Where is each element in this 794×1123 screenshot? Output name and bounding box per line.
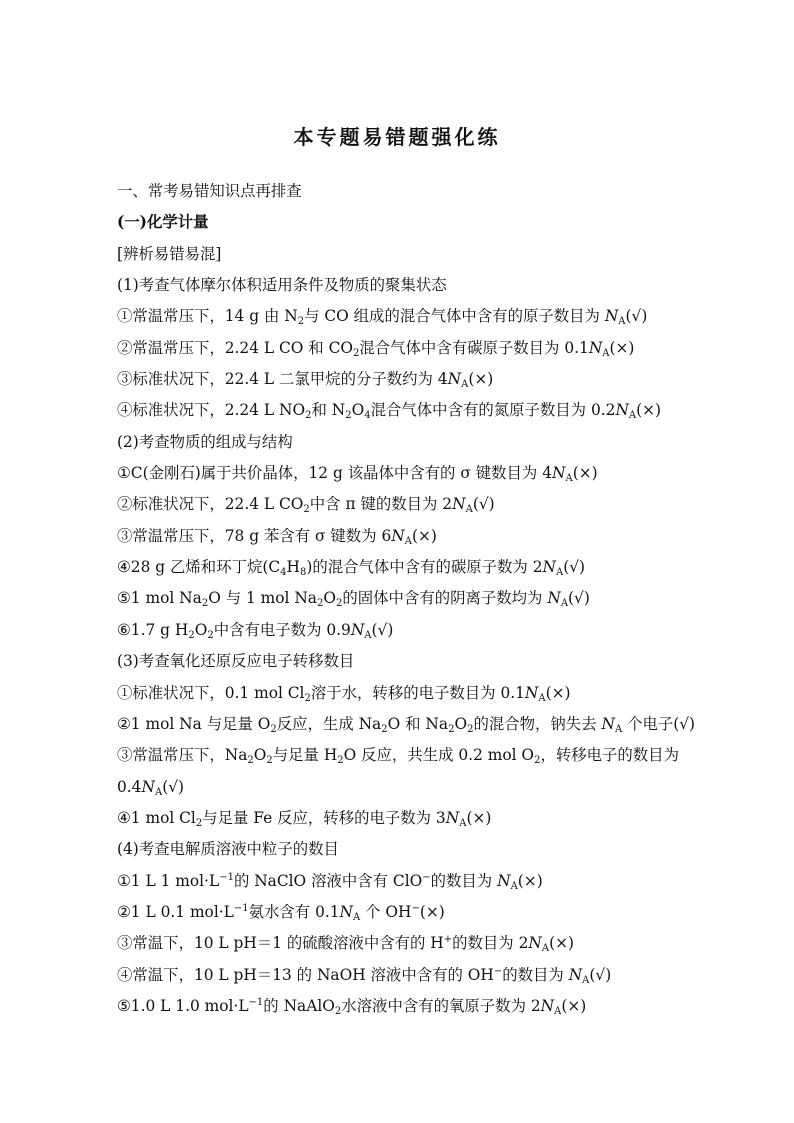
text-line: ④1 mol $Cl_2$与足量 Fe 反应，转移的电子数为 $3N_A(\times)$ — [117, 808, 492, 829]
text-line: (3)考查氧化还原反应电子转移数目 — [117, 652, 355, 671]
subsection-heading: (一)化学计量 — [117, 213, 209, 232]
text-line: ②标准状况下，22.4 L $CO_2$中含 π 键的数目为 $2N_A(√)$ — [117, 495, 495, 516]
text-line: ②1 L 0.1 $mol\cdot L^{-1}$氨水含有 $0.1N_A$ 个 OH−(×) — [117, 902, 445, 923]
text-line: ⑤1.0 L 1.0 $mol\cdot L^{-1}$的 NaAlO$_2$水溶液中含有的氧原子数为 $2N_A(\times)$ — [117, 996, 587, 1017]
text-line: (1)考查气体摩尔体积适用条件及物质的聚集状态 — [117, 276, 447, 295]
page-title: 本专题易错题强化练 — [293, 125, 501, 149]
text-line: ①1 L 1 $mol\cdot L^{-1}$的 NaClO 溶液中含有 ClO−的数目为 $N_A(\times)$ — [117, 871, 543, 892]
text-line: (4)考查电解质溶液中粒子的数目 — [117, 840, 339, 859]
text-line: ④28 g 乙烯和环丁烷$(C_4H_8)$的混合气体中含有的碳原子数为 $2N_A(√)$ — [117, 558, 586, 579]
text-line: ⑥1.7 g $H_2O_2$中含有电子数为 $0.9N_A(√)$ — [117, 620, 394, 641]
text-line: ④常温下，10 L pH＝13 的 NaOH 溶液中含有的 OH−的数目为 $N_A(√)$ — [117, 965, 612, 986]
text-line: ③常温下，10 L pH＝1 的硫酸溶液中含有的 H+的数目为 $2N_A(\times)$ — [117, 934, 574, 955]
text-line: [辨析易错易混] — [117, 244, 222, 263]
text-line: ③常温常压下，78 g 苯含有 σ 键数为 $6N_A(\times)$ — [117, 526, 437, 547]
text-line: ①标准状况下，0.1 mol $Cl_2$溶于水，转移的电子数目为 $0.1N_A(\times)$ — [117, 683, 571, 704]
content-body — [117, 176, 717, 1022]
text-line: ①常温常压下，14 g 由 $N_2$与 CO 组成的混合气体中含有的原子数目为 $N_A(√)$ — [117, 307, 648, 328]
text-line: (2)考查物质的组成与结构 — [117, 432, 293, 451]
text-line: ③常温常压下，$Na_2O_2$与足量 $H_2O$ 反应，共生成 0.2 mol $O_2$，转移电子的数目为 — [117, 746, 679, 767]
text-line: ④标准状况下，2.24 L $NO_2$和 $N_2O_4$混合气体中含有的氮原子数目为 $0.2N_A(\times)$ — [117, 401, 662, 422]
section-heading: 一、常考易错知识点再排查 — [117, 182, 302, 200]
text-line: ②1 mol Na 与足量 $O_2$反应，生成 $Na_2O$ 和 $Na_2O_2$的混合物，钠失去 $N_A$ 个电子(√) — [117, 714, 696, 735]
text-line: $0.4N_A(√)$ — [117, 777, 185, 798]
text-line: ②常温常压下，2.24 L CO 和 $CO_2$混合气体中含有碳原子数目为 $0.1N_A(\times)$ — [117, 338, 635, 359]
text-line: ③标准状况下，22.4 L 二氯甲烷的分子数约为 $4N_A(\times)$ — [117, 370, 494, 391]
text-line: ⑤1 mol $Na_2O$ 与 1 mol $Na_2O_2$的固体中含有的阴离子数均为 $N_A(√)$ — [117, 589, 590, 610]
text-line: ①C(金刚石)属于共价晶体，12 g 该晶体中含有的 σ 键数目为 $4N_A(\times)$ — [117, 464, 598, 485]
